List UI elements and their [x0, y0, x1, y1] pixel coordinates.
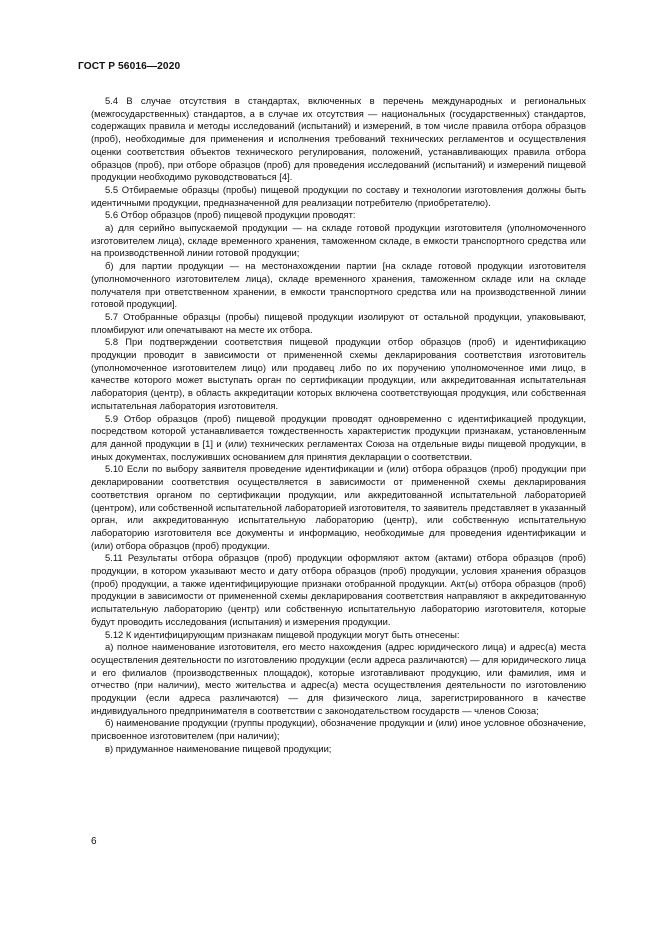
- list-item-5-12-c: в) придуманное наименование пищевой продукции;: [105, 742, 332, 754]
- list-item-5-12-a: а) полное наименование изготовителя, его место нахождения (адрес юридического лица) и адрес(а) места осуществления деятельности по изготовлению продукции (если адреса различаются) — для юридического лица и его филиалов (производственных площадок), которые изготавливают продукцию, или фамилия, имя и отчество (при наличии), место жительства и адрес(а) места осуществления деятельности по изготовлению продукции (если адреса различаются) — для физического лица, зарегистрированного в качестве индивидуального предпринимателя в соответствии с законодательством государств — членов Союза;: [91, 641, 586, 716]
- paragraph-5-4: 5.4 В случае отсутствия в стандартах, включенных в перечень международных и региональных (межгосударственных) стандартов, а в случае их отсутствия — национальных (государственных) стандартов, содержащих правила и методы исследований (испытаний) и измерений, в том числе правила отбора образцов (проб), необходимые для применения и исполнения требований технических регламентов и осуществления оценки соответствия объектов технического регулирования, положений, устанавливающих правила отбора образцов (проб), при отборе образцов (проб) для проведения исследований (испытаний) и измерений пищевой продукции необходимо руководствоваться [4].: [91, 95, 586, 183]
- paragraph-5-5: 5.5 Отбираемые образцы (пробы) пищевой продукции по составу и технологии изготовления должны быть идентичными продукции, предназначенной для реализации потребителю (приобретателю).: [91, 183, 586, 208]
- list-item-5-6-b: б) для партии продукции — на местонахождении партии [на складе готовой продукции изготовителя (уполномоченного изготовителем лица), складе временного хранения, таможенном складе или на складе получателя при ответственном хранении, в емкости транспортного средства или на производственной линии готовой продукции].: [91, 260, 586, 310]
- page-number: 6: [91, 836, 97, 847]
- paragraph-5-11: 5.11 Результаты отбора образцов (проб) продукции оформляют актом (актами) отбора образцов (проб) продукции, в котором указывают место и дату отбора образцов (проб) продукции, условия хранения образцов (проб) продукции, а также идентифицирующие признаки отобранной продукции. Акт(ы) отбора образцов (проб) продукции в зависимости от примененной схемы декларирования соответствия направляют в аккредитованную испытательную лабораторию (центр) или собственную испытательную лабораторию изготовителя, которые будут проводить исследования (испытания) и измерения продукции.: [91, 552, 586, 627]
- list-item-5-6-a: а) для серийно выпускаемой продукции — на складе готовой продукции изготовителя (уполномоченного изготовителем лица), складе временного хранения, таможенном складе, в емкости транспортного средства или на производственной линии готовой продукции;: [91, 222, 586, 259]
- paragraph-5-7: 5.7 Отобранные образцы (пробы) пищевой продукции изолируют от остальной продукции, упаковывают, пломбируют или опечатывают на месте их отбора.: [91, 310, 586, 335]
- list-item-5-12-b: б) наименование продукции (группы продукции), обозначение продукции и (или) иное условное обозначение, присвоенное изготовителем (при наличии);: [91, 717, 586, 742]
- paragraph-5-9: 5.9 Отбор образцов (проб) пищевой продукции проводят одновременно с идентификацией продукции, посредством которой устанавливается тождественность характеристик продукции признакам, установленным для данной продукции в [1] и (или) технических регламентах Союза на отдельные виды пищевой продукции, в иных документах, послуживших основанием для принятия декларации о соответствии.: [91, 412, 586, 462]
- paragraph-5-8: 5.8 При подтверждении соответствия пищевой продукции отбор образцов (проб) и идентификацию продукции проводит в зависимости от примененной схемы декларирования соответствия изготовитель (уполномоченное изготовителем лицо) или продавец либо по их поручению уполномоченное ими лицо, в качестве которого может выступать орган по сертификации продукции, или аккредитованная испытательная лаборатория (центр), в область аккредитации которых включена соответствующая продукция, или собственная испытательная лаборатория изготовителя.: [91, 336, 586, 411]
- paragraph-5-10: 5.10 Если по выбору заявителя проведение идентификации и (или) отбора образцов (проб) продукции при декларировании соответствия осуществляется в зависимости от примененной схемы декларирования соответствия органом по сертификации продукции, или аккредитованной испытательной лабораторией (центром), или собственной испытательной лабораторией изготовителя, то заявитель представляет в указанный орган, или аккредитованную испытательную лабораторию (центр), или собственную испытательную лабораторию изготовителя все документы и информацию, необходимые для проведения идентификации и (или) отбора образцов (проб) продукции.: [91, 463, 586, 551]
- standard-header: ГОСТ Р 56016—2020: [78, 61, 181, 72]
- paragraph-5-6: 5.6 Отбор образцов (проб) пищевой продукции проводят:: [105, 209, 356, 221]
- document-body: [91, 95, 586, 756]
- paragraph-5-12: 5.12 К идентифицирующим признакам пищевой продукции могут быть отнесены:: [105, 628, 460, 640]
